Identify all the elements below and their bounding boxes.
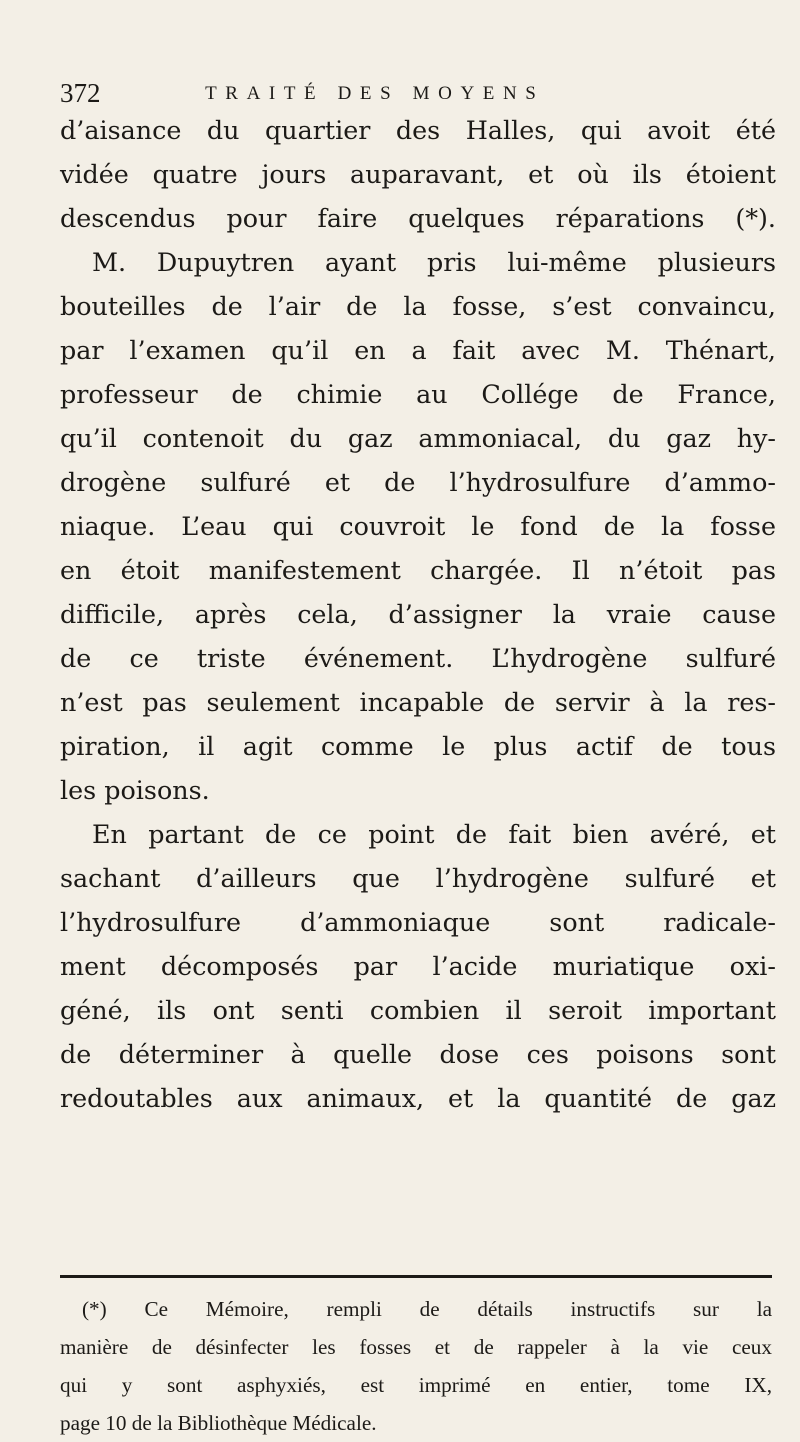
- text-line: de ce triste événement. L’hydrogène sulfuré: [60, 643, 776, 673]
- text-line: par l’examen qu’il en a fait avec M. Thénart,: [60, 335, 776, 365]
- text-line: n’est pas seulement incapable de servir à la res-: [60, 687, 776, 717]
- text-line: les poisons.: [60, 775, 210, 805]
- text-line: vidée quatre jours auparavant, et où ils étoient: [60, 159, 776, 189]
- text-line: l’hydrosulfure d’ammoniaque sont radicale-: [60, 907, 776, 937]
- footnote-line: qui y sont asphyxiés, est imprimé en entier, tome IX,: [60, 1373, 772, 1397]
- text-line: sachant d’ailleurs que l’hydrogène sulfuré et: [60, 863, 776, 893]
- running-title: TRAITÉ DES MOYENS: [205, 83, 545, 104]
- footnote-line: (*) Ce Mémoire, rempli de détails instructifs sur la: [82, 1297, 772, 1321]
- text-line: ment décomposés par l’acide muriatique oxi-: [60, 951, 776, 981]
- text-line: descendus pour faire quelques réparations (*).: [60, 203, 776, 233]
- text-line: géné, ils ont senti combien il seroit important: [60, 995, 776, 1025]
- text-line: d’aisance du quartier des Halles, qui avoit été: [60, 115, 776, 145]
- main-text: [60, 108, 776, 1120]
- footnote: [60, 1290, 772, 1442]
- text-line: en étoit manifestement chargée. Il n’étoit pas: [60, 555, 776, 585]
- text-line: bouteilles de l’air de la fosse, s’est convaincu,: [60, 291, 776, 321]
- text-line: M. Dupuytren ayant pris lui-même plusieurs: [92, 247, 776, 277]
- footnote-divider: [60, 1275, 772, 1278]
- text-line: En partant de ce point de fait bien avéré, et: [92, 819, 776, 849]
- text-line: niaque. L’eau qui couvroit le fond de la fosse: [60, 511, 776, 541]
- footnote-line: page 10 de la Bibliothèque Médicale.: [60, 1411, 377, 1435]
- text-line: drogène sulfuré et de l’hydrosulfure d’ammo-: [60, 467, 776, 497]
- text-line: redoutables aux animaux, et la quantité de gaz: [60, 1083, 776, 1113]
- page-number: 372: [60, 78, 101, 108]
- page-header: [60, 78, 760, 108]
- text-line: de déterminer à quelle dose ces poisons sont: [60, 1039, 776, 1069]
- text-line: qu’il contenoit du gaz ammoniacal, du gaz hy-: [60, 423, 776, 453]
- text-line: difficile, après cela, d’assigner la vraie cause: [60, 599, 776, 629]
- text-line: piration, il agit comme le plus actif de tous: [60, 731, 776, 761]
- footnote-line: manière de désinfecter les fosses et de rappeler à la vie ceux: [60, 1335, 772, 1359]
- text-line: professeur de chimie au Collége de France,: [60, 379, 776, 409]
